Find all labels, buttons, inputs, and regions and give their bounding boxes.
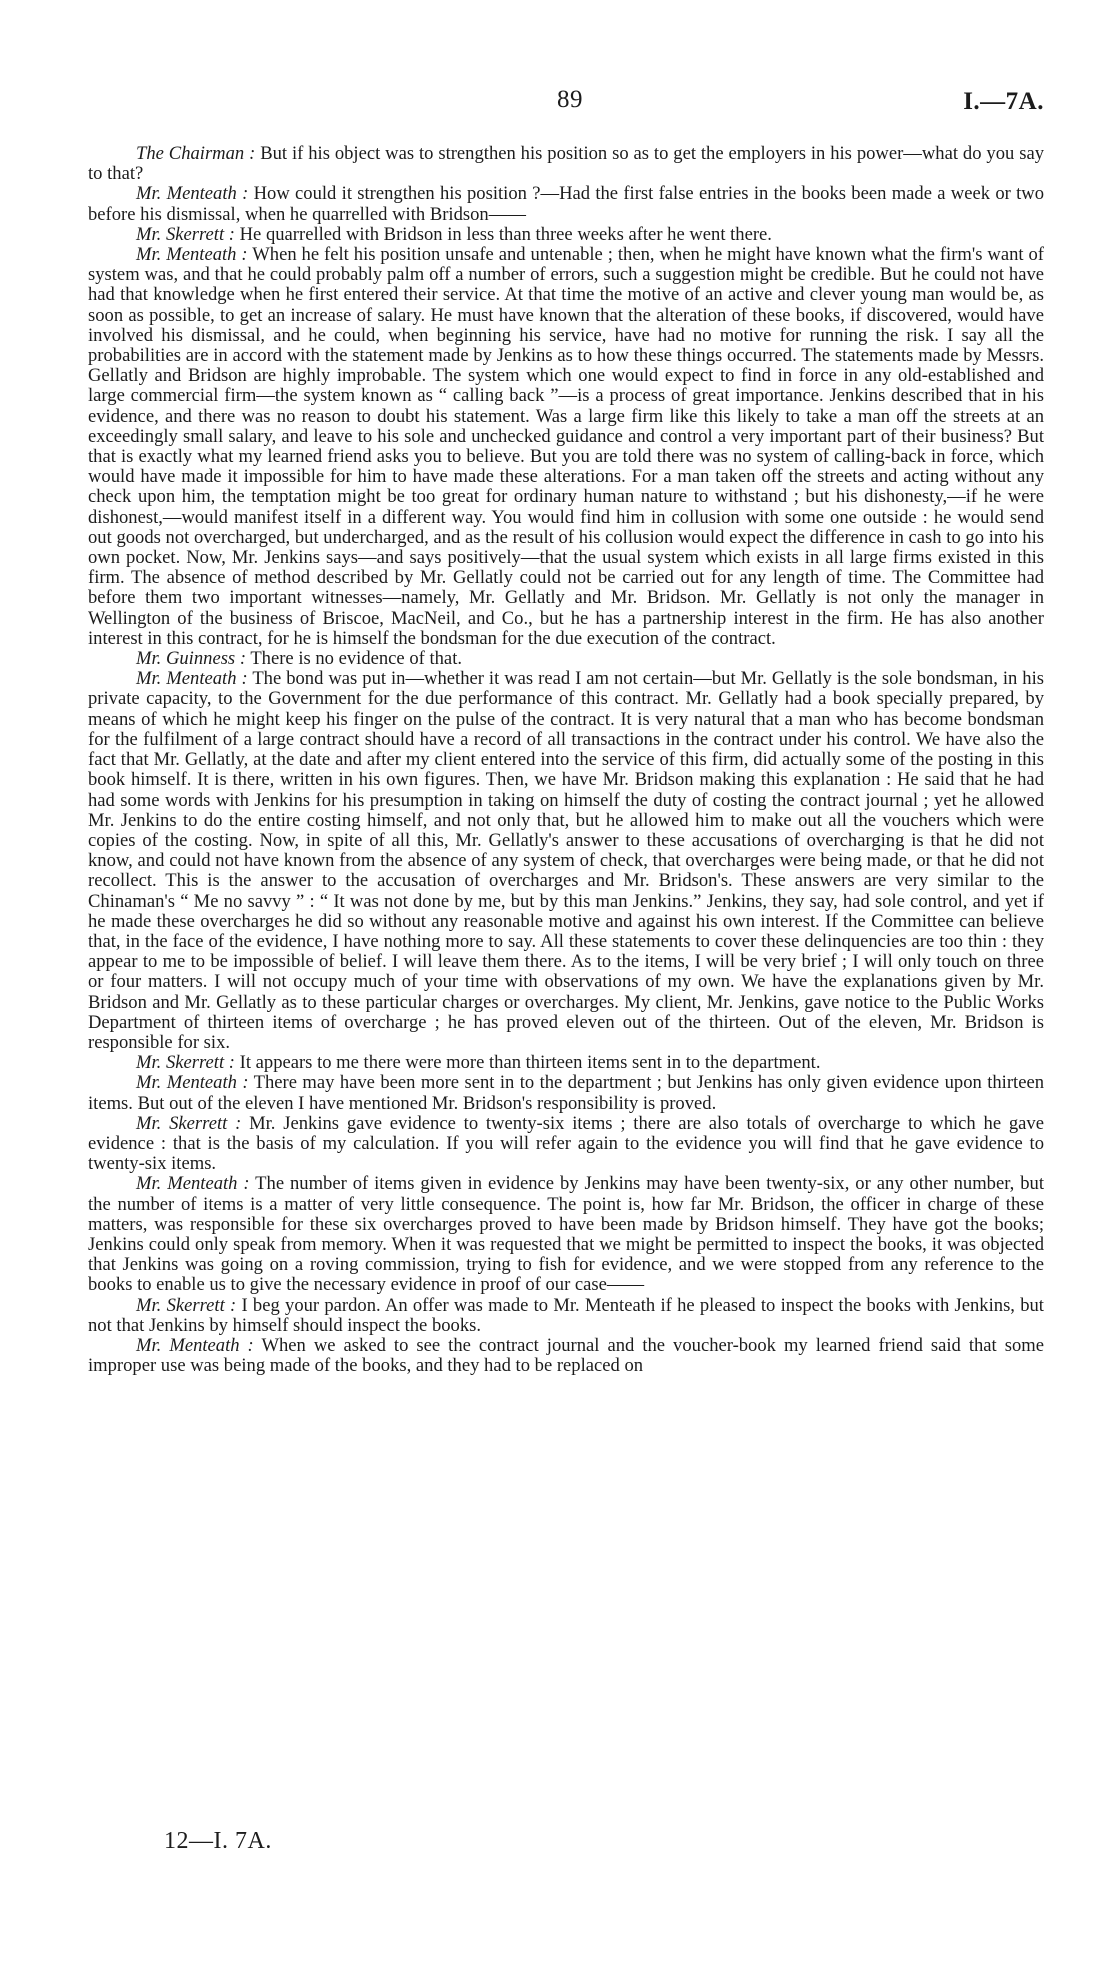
paragraph [88,1174,1044,1295]
paragraph [88,1296,1044,1336]
paragraph-text: When he felt his position unsafe and untenable ; then, when he might have known what the firm's want of system was, and that he could probably palm off a number of errors, such a suggestion might be credible. But he could not have had that knowledge when he first entered their service. At that time the motive of an active and clever young man would be, as soon as possible, to get an increase of salary. He must have known that the alteration of these books, if discovered, would have involved his dismissal, and he could, when beginning his service, have had no motive for running the risk. I say all the probabilities are in accord with the statement made by Jenkins as to how these things occurred. The statements made by Messrs. Gellatly and Bridson are highly improbable. The system which one would expect to find in force in any old-established and large commercial firm—the system known as “ calling back ”—is a process of great importance. Jenkins described that in his evidence, and there was no reason to doubt his statement. Was a large firm like this likely to take a man off the streets at an exceedingly small salary, and leave to his sole and unchecked guidance and control a very important part of their business? But that is exactly what my learned friend asks you to believe. But you are told there was no system of calling-back in force, which would have made it impossible for him to have made these alterations. For a man taken off the streets and acting without any check upon him, the temptation might be too great for ordinary human nature to withstand ; but his dishonesty,—if he were dishonest,—would manifest itself in a different way. You would find him in collusion with some one outside : he would send out goods not overcharged, but undercharged, and as the result of his collusion would expect the difference in cash to go into his own pocket. Now, Mr. Jenkins says—and says positively—that the usual system which exists in all large firms existed in this firm. The absence of method described by Mr. Gellatly could not be carried out for any length of time. The Committee had before them two important witnesses—namely, Mr. Gellatly and Mr. Bridson. Mr. Gellatly is not only the manager in Wellington of the business of Briscoe, MacNeil, and Co., but he has a partnership interest in the firm. He has also another interest in this contract, for he is himself the bondsman for the due execution of the contract. [88,244,1044,649]
speaker-name: Mr. Menteath : [136,244,248,266]
paragraph [88,669,1044,1053]
speaker-name: Mr. Skerrett : [136,223,235,245]
speaker-name: Mr. Menteath : [136,1173,250,1195]
speaker-name: Mr. Skerrett : [136,1052,235,1074]
paragraph-text: When we asked to see the contract journal and the voucher-book my learned friend said that some improper use was being made of the books, and they had to be replaced on [88,1334,1044,1377]
speaker-name: The Chairman : [136,143,256,164]
paragraph-text: The number of items given in evidence by Jenkins may have been twenty-six, or any other number, but the number of items is a matter of very little consequence. The point is, how far Mr. Bridson, the officer in charge of these matters, was responsible for these six overcharges proved to have been made by Bridson himself. They have got the books; Jenkins could only speak from memory. When it was requested that we might be permitted to inspect the books, it was objected that Jenkins was going on a roving commission, trying to fish for evidence, and we were stopped from any reference to the books to enable us to give the necessary evidence in proof of our case—— [88,1173,1044,1296]
paragraph-text: Mr. Jenkins gave evidence to twenty-six items ; there are also totals of overcharge to which he gave evidence : that is the basis of my calculation. If you will refer again to the evidence you will find that he gave evidence to twenty-six items. [88,1112,1044,1175]
paragraph-text: But if his object was to strengthen his position so as to get the employers in his power—what do you say to that? [88,143,1044,185]
document-reference: I.—7A. [963,88,1044,115]
paragraph [88,225,1044,245]
paragraph-text: How could it strengthen his position ?—Had the first false entries in the books been made a week or two before his dismissal, when he quarrelled with Bridson—— [88,183,1044,225]
paragraph-text: The bond was put in—whether it was read I am not certain—but Mr. Gellatly is the sole bondsman, in his private capacity, to the Government for the due performance of this contract. Mr. Gellatly had a book specially prepared, by means of which he might keep his finger on the pulse of the contract. It is very natural that a man who has become bondsman for the fulfilment of a large contract should have a record of all transactions in the contract under his control. We have also the fact that Mr. Gellatly, at the date and after my client entered into the service of this firm, did actually some of the posting in this book himself. It is there, written in his own figures. Then, we have Mr. Bridson making this explanation : He said that he had had some words with Jenkins for his presumption in taking on himself the duty of costing the contract journal ; yet he allowed Mr. Jenkins to do the entire costing himself, and not only that, but he allowed him to make out all the vouchers which were copies of the costing. Now, in spite of all this, Mr. Gellatly's answer to these accusations of overcharging is that he did not know, and could not have known from the absence of any system of check, that overcharges were being made, or that he did not recollect. This is the answer to the accusation of overcharges and Mr. Bridson's. These answers are very similar to the Chinaman's “ Me no savvy ” : “ It was not done by me, but by this man Jenkins.” Jenkins, they say, had sole control, and yet if he made these overcharges he did so without any reasonable motive and against his own interest. If the Committee can believe that, in the face of the evidence, I have nothing more to say. All these statements to cover these delinquencies are too thin : they appear to me to be impossible of belief. I will leave them there. As to the items, I will be very brief ; I will only touch on three or four matters. I will not occupy much of your time with observations of my own. We have the explanations given by Mr. Bridson and Mr. Gellatly as to these particular charges or overcharges. My client, Mr. Jenkins, gave notice to the Public Works Department of thirteen items of overcharge ; he has proved eleven out of the thirteen. Out of the eleven, Mr. Bridson is responsible for six. [88,668,1044,1053]
paragraph-text: It appears to me there were more than thirteen items sent in to the department. [234,1052,821,1074]
paragraph [88,649,1044,669]
paragraph-text: I beg your pardon. An offer was made to Mr. Menteath if he pleased to inspect the books with Jenkins, but not that Jenkins by himself should inspect the books. [88,1294,1044,1336]
speaker-name: Mr. Skerrett : [136,1294,237,1316]
paragraph-text: He quarrelled with Bridson in less than three weeks after he went there. [234,223,772,245]
speaker-name: Mr. Menteath : [136,183,249,205]
sheet-reference: 12—I. 7A. [164,1828,272,1854]
paragraph [88,1114,1044,1175]
speaker-name: Mr. Menteath : [136,1334,254,1356]
speaker-name: Mr. Skerrett : [136,1112,242,1134]
paragraph [88,1336,1044,1376]
speaker-name: Mr. Guinness : [136,648,247,670]
speaker-name: Mr. Menteath : [136,1072,249,1094]
paragraph [88,184,1044,224]
paragraph [88,245,1044,649]
paragraph-text: There may have been more sent in to the department ; but Jenkins has only given evidence upon thirteen items. But out of the eleven I have mentioned Mr. Bridson's responsibility is proved. [88,1072,1044,1114]
paragraph [88,1073,1044,1113]
paragraph-text: There is no evidence of that. [246,648,463,670]
paragraph [88,144,1044,184]
paragraph [88,1053,1044,1073]
document-body [88,144,1044,1376]
speaker-name: Mr. Menteath : [136,668,248,690]
page-number: 89 [557,86,583,113]
